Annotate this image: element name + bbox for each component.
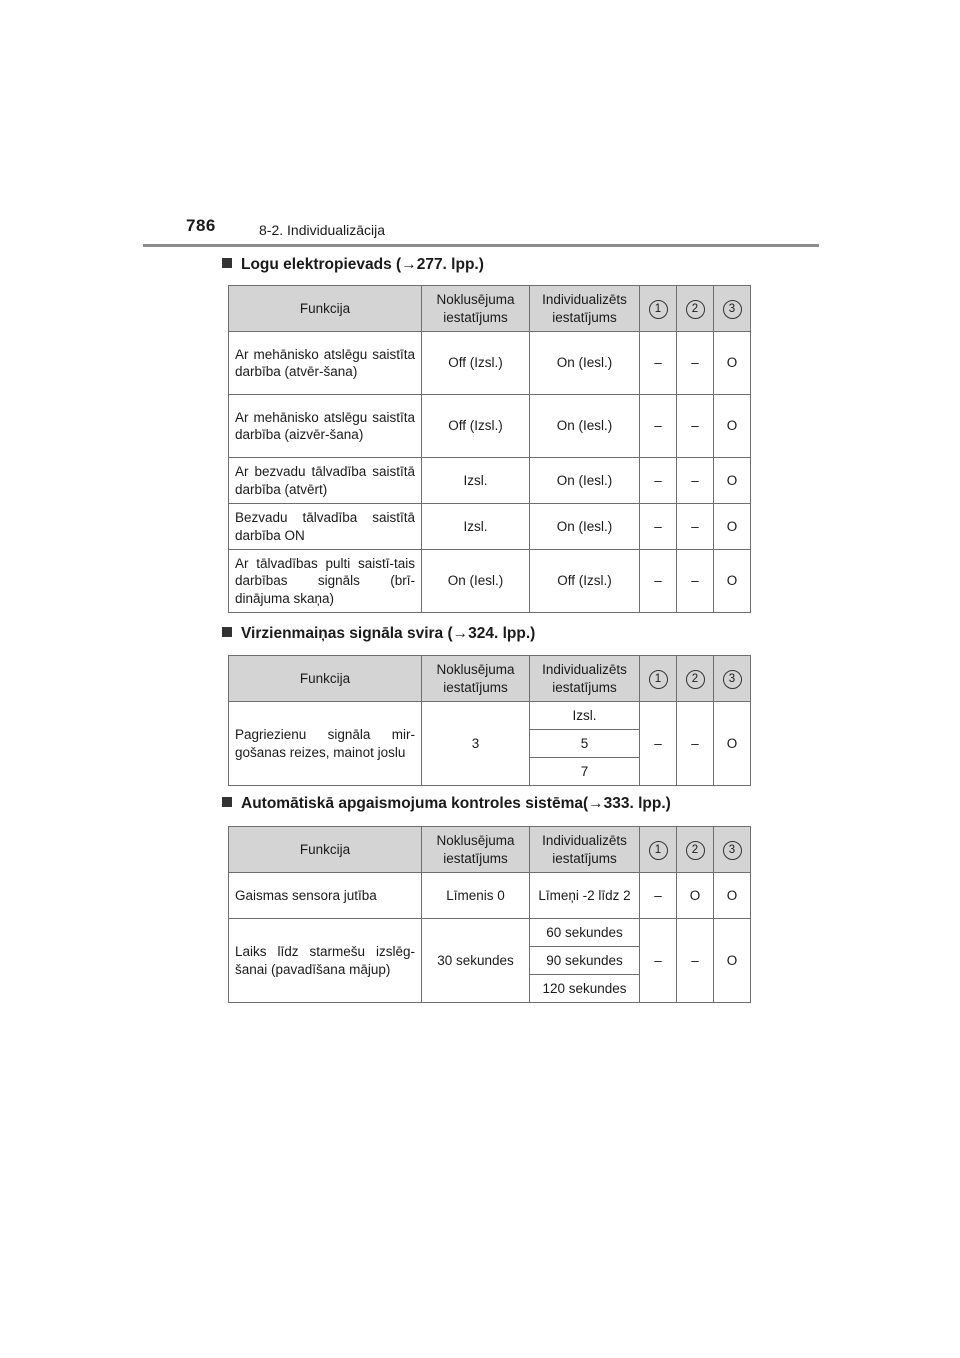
header-function: Funkcija (229, 656, 422, 702)
cell-c1: – (640, 873, 677, 919)
cell-default: On (Iesl.) (422, 550, 530, 613)
section-title: Automātiskā apgaismojuma kontroles sistēma(→333. lpp.) (241, 795, 671, 812)
cell-c3: O (714, 919, 751, 1003)
cell-c3: O (714, 873, 751, 919)
header-col-2 (677, 656, 714, 702)
cell-custom-option: 120 sekundes (530, 975, 640, 1003)
table-row (229, 395, 751, 458)
circled-number-2-icon: 2 (686, 670, 705, 689)
table-row (229, 873, 751, 919)
cell-function: Ar mehānisko atslēgu saistīta darbība (aizvēr-šana) (229, 395, 422, 458)
cell-c1: – (640, 332, 677, 395)
table-header-row (229, 286, 751, 332)
circled-number-1-icon: 1 (649, 300, 668, 319)
header-col-3 (714, 286, 751, 332)
section-heading-power-windows (222, 256, 484, 274)
cell-c2: – (677, 395, 714, 458)
cell-custom: On (Iesl.) (530, 504, 640, 550)
cell-c3: O (714, 332, 751, 395)
cell-custom: On (Iesl.) (530, 395, 640, 458)
header-col-1 (640, 656, 677, 702)
table-header-row (229, 656, 751, 702)
page-number: 786 (186, 216, 216, 235)
circled-number-1-icon: 1 (649, 841, 668, 860)
cell-default: Izsl. (422, 504, 530, 550)
cell-c2: – (677, 332, 714, 395)
cell-function: Bezvadu tālvadība saistītā darbība ON (229, 504, 422, 550)
chapter-title: 8-2. Individualizācija (259, 222, 386, 238)
table-row (229, 504, 751, 550)
cell-custom: Līmeņi -2 līdz 2 (530, 873, 640, 919)
circled-number-1-icon: 1 (649, 670, 668, 689)
header-col-1 (640, 286, 677, 332)
section-title: Virzienmaiņas signāla svira (→324. lpp.) (241, 625, 536, 642)
cell-c3: O (714, 395, 751, 458)
cell-default: Off (Izsl.) (422, 395, 530, 458)
cell-c3: O (714, 550, 751, 613)
cell-default: Izsl. (422, 458, 530, 504)
header-col-2 (677, 827, 714, 873)
section-heading-auto-lighting (222, 795, 671, 813)
cell-function: Laiks līdz starmešu izslēg-šanai (pavadīšana mājup) (229, 919, 422, 1003)
cell-default: 3 (422, 702, 530, 786)
circled-number-2-icon: 2 (686, 841, 705, 860)
cell-custom-option: 90 sekundes (530, 947, 640, 975)
cell-custom-option: Izsl. (530, 702, 640, 730)
circled-number-2-icon: 2 (686, 300, 705, 319)
cell-function: Ar bezvadu tālvadība saistītā darbība (atvērt) (229, 458, 422, 504)
cell-c2: – (677, 504, 714, 550)
cell-c3: O (714, 458, 751, 504)
cell-default: Off (Izsl.) (422, 332, 530, 395)
cell-c1: – (640, 458, 677, 504)
header-custom: Individualizēts iestatījums (530, 286, 640, 332)
section-heading-turn-signal (222, 625, 535, 643)
table-header-row (229, 827, 751, 873)
cell-c3: O (714, 504, 751, 550)
circled-number-3-icon: 3 (723, 841, 742, 860)
cell-c1: – (640, 395, 677, 458)
cell-c2: – (677, 919, 714, 1003)
square-bullet-icon (222, 797, 232, 807)
header-col-2 (677, 286, 714, 332)
auto-lighting-table (228, 826, 751, 1003)
cell-c2: – (677, 458, 714, 504)
circled-number-3-icon: 3 (723, 300, 742, 319)
table-row (229, 550, 751, 613)
circled-number-3-icon: 3 (723, 670, 742, 689)
cell-c2: – (677, 702, 714, 786)
cell-custom: On (Iesl.) (530, 458, 640, 504)
cell-custom-option: 5 (530, 730, 640, 758)
cell-c1: – (640, 919, 677, 1003)
power-windows-table (228, 285, 751, 613)
cell-c1: – (640, 550, 677, 613)
table-row (229, 458, 751, 504)
cell-c2: O (677, 873, 714, 919)
turn-signal-table (228, 655, 751, 786)
cell-custom: On (Iesl.) (530, 332, 640, 395)
header-custom: Individualizēts iestatījums (530, 656, 640, 702)
cell-function: Ar tālvadības pulti saistī-tais darbības signāls (brī-dinājuma skaņa) (229, 550, 422, 613)
cell-c1: – (640, 504, 677, 550)
cell-c1: – (640, 702, 677, 786)
header-col-1 (640, 827, 677, 873)
header-default: Noklusējuma iestatījums (422, 656, 530, 702)
header-default: Noklusējuma iestatījums (422, 827, 530, 873)
cell-c2: – (677, 550, 714, 613)
cell-custom-option: 60 sekundes (530, 919, 640, 947)
cell-function: Pagriezienu signāla mir-gošanas reizes, mainot joslu (229, 702, 422, 786)
square-bullet-icon (222, 258, 232, 268)
cell-default: 30 sekundes (422, 919, 530, 1003)
cell-default: Līmenis 0 (422, 873, 530, 919)
header-function: Funkcija (229, 286, 422, 332)
header-col-3 (714, 656, 751, 702)
section-title: Logu elektropievads (→277. lpp.) (241, 256, 484, 273)
cell-function: Gaismas sensora jutība (229, 873, 422, 919)
header-function: Funkcija (229, 827, 422, 873)
cell-c3: O (714, 702, 751, 786)
square-bullet-icon (222, 627, 232, 637)
header-divider (143, 244, 819, 247)
cell-custom: Off (Izsl.) (530, 550, 640, 613)
cell-function: Ar mehānisko atslēgu saistīta darbība (atvēr-šana) (229, 332, 422, 395)
header-col-3 (714, 827, 751, 873)
cell-custom-option: 7 (530, 758, 640, 786)
table-row (229, 702, 751, 730)
table-row (229, 332, 751, 395)
table-row (229, 919, 751, 947)
header-default: Noklusējuma iestatījums (422, 286, 530, 332)
header-custom: Individualizēts iestatījums (530, 827, 640, 873)
